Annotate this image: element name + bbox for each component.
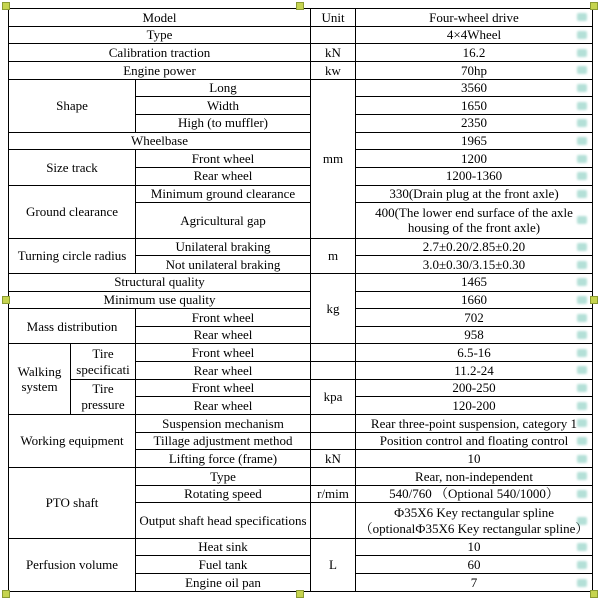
resize-handle-top-left[interactable] [2,2,10,10]
cell-kpa-unit: kpa [311,379,356,414]
cell-output-unit-empty [311,503,356,538]
cell-tillage-label: Tillage adjustment method [136,432,311,450]
cell-tire-spec-label: Tire specificati [71,344,136,379]
cell-engine-label: Engine power [9,61,311,79]
resize-handle-bottom-center[interactable] [296,590,304,598]
cell-output-value: Ф35X6 Key rectangular spline （optionalФ35X6 Key rectangular spline） [356,503,593,538]
cell-pto-type-unit-empty [311,468,356,486]
cell-width-label: Width [136,97,311,115]
cell-pto-type-value: Rear, non-independent [356,468,593,486]
table-row [9,309,593,327]
cell-size-rear-value: 1200-1360 [356,167,593,185]
cell-type-label: Type [9,26,311,44]
table-row [9,79,593,97]
cell-suspension-value: Rear three-point suspension, category 1 [356,415,593,433]
resize-handle-middle-left[interactable] [2,296,10,304]
table-row [9,379,593,397]
cell-mm-unit: mm [311,79,356,238]
table-row [9,273,593,291]
cell-shape-label: Shape [9,79,136,132]
table-row [9,238,593,256]
resize-handle-bottom-left[interactable] [2,590,10,598]
resize-handle-middle-right[interactable] [590,296,598,304]
cell-tire-spec-rear-label: Rear wheel [136,362,311,380]
cell-rotating-label: Rotating speed [136,485,311,503]
cell-lifting-unit: kN [311,450,356,468]
cell-tillage-unit-empty [311,432,356,450]
cell-type-value: 4×4Wheel [356,26,593,44]
table-row [9,150,593,168]
cell-wheelbase-value: 1965 [356,132,593,150]
cell-structural-label: Structural quality [9,273,311,291]
cell-perfusion-label: Perfusion volume [9,538,136,591]
cell-model-header: Model [9,9,311,27]
cell-mass-front-value: 702 [356,309,593,327]
cell-engine-value: 70hp [356,61,593,79]
table-row [9,291,593,309]
cell-tire-pressure-front-label: Front wheel [136,379,311,397]
cell-turning-label: Turning circle radius [9,238,136,273]
table-row [9,26,593,44]
cell-output-label: Output shaft head specifications [136,503,311,538]
cell-min-ground-value: 330(Drain plug at the front axle) [356,185,593,203]
cell-unilateral-label: Unilateral braking [136,238,311,256]
cell-tire-pressure-rear-label: Rear wheel [136,397,311,415]
cell-size-track-label: Size track [9,150,136,185]
cell-oil-value: 7 [356,574,593,592]
cell-suspension-label: Suspension mechanism [136,415,311,433]
cell-rotating-unit: r/mim [311,485,356,503]
table-row [9,185,593,203]
cell-tire-spec-rear-value: 11.2-24 [356,362,593,380]
cell-m-unit: m [311,238,356,273]
cell-size-front-value: 1200 [356,150,593,168]
cell-unit-header: Unit [311,9,356,27]
spec-table [8,8,593,592]
table-row [9,415,593,433]
cell-min-use-value: 1660 [356,291,593,309]
cell-tire-pressure-rear-value: 120-200 [356,397,593,415]
cell-heat-value: 10 [356,538,593,556]
cell-min-use-label: Minimum use quality [9,291,311,309]
cell-tire-spec-unit-empty [311,344,356,362]
cell-tire-spec-front-label: Front wheel [136,344,311,362]
cell-heat-label: Heat sink [136,538,311,556]
cell-high-label: High (to muffler) [136,114,311,132]
cell-pto-label: PTO shaft [9,468,136,539]
cell-calibration-value: 16.2 [356,44,593,62]
cell-agri-label: Agricultural gap [136,203,311,238]
cell-tire-pressure-label: Tire pressure [71,379,136,414]
cell-min-ground-label: Minimum ground clearance [136,185,311,203]
cell-fuel-value: 60 [356,556,593,574]
cell-calibration-label: Calibration traction [9,44,311,62]
table-row [9,61,593,79]
cell-long-label: Long [136,79,311,97]
table-row [9,132,593,150]
cell-wheelbase-label: Wheelbase [9,132,311,150]
cell-rotating-value: 540/760 （Optional 540/1000） [356,485,593,503]
cell-unilateral-value: 2.7±0.20/2.85±0.20 [356,238,593,256]
cell-oil-label: Engine oil pan [136,574,311,592]
cell-lifting-value: 10 [356,450,593,468]
table-row [9,9,593,27]
cell-mass-rear-label: Rear wheel [136,326,311,344]
cell-fuel-label: Fuel tank [136,556,311,574]
cell-working-label: Working equipment [9,415,136,468]
table-row [9,538,593,556]
cell-tillage-value: Position control and floating control [356,432,593,450]
cell-suspension-unit-empty [311,415,356,433]
resize-handle-bottom-right[interactable] [590,590,598,598]
cell-width-value: 1650 [356,97,593,115]
cell-agri-value: 400(The lower end surface of the axle housing of the front axle) [356,203,593,238]
cell-high-value: 2350 [356,114,593,132]
cell-walking-label: Walking system [9,344,71,415]
table-row [9,44,593,62]
cell-not-unilateral-label: Not unilateral braking [136,256,311,274]
cell-structural-value: 1465 [356,273,593,291]
cell-tire-spec-front-value: 6.5-16 [356,344,593,362]
cell-long-value: 3560 [356,79,593,97]
cell-pto-type-label: Type [136,468,311,486]
table-row [9,468,593,486]
cell-mass-rear-value: 958 [356,326,593,344]
cell-tire-pressure-front-value: 200-250 [356,379,593,397]
cell-ground-label: Ground clearance [9,185,136,238]
cell-not-unilateral-value: 3.0±0.30/3.15±0.30 [356,256,593,274]
cell-size-front-label: Front wheel [136,150,311,168]
cell-calibration-unit: kN [311,44,356,62]
cell-type-unit-empty [311,26,356,44]
resize-handle-top-center[interactable] [296,2,304,10]
cell-lifting-label: Lifting force (frame) [136,450,311,468]
cell-mass-label: Mass distribution [9,309,136,344]
cell-mass-front-label: Front wheel [136,309,311,327]
cell-value-header: Four-wheel drive [356,9,593,27]
cell-kg-unit: kg [311,273,356,344]
cell-tire-spec-unit-empty2 [311,362,356,380]
cell-l-unit: L [311,538,356,591]
cell-size-rear-label: Rear wheel [136,167,311,185]
resize-handle-top-right[interactable] [590,2,598,10]
table-row [9,344,593,362]
cell-engine-unit: kw [311,61,356,79]
